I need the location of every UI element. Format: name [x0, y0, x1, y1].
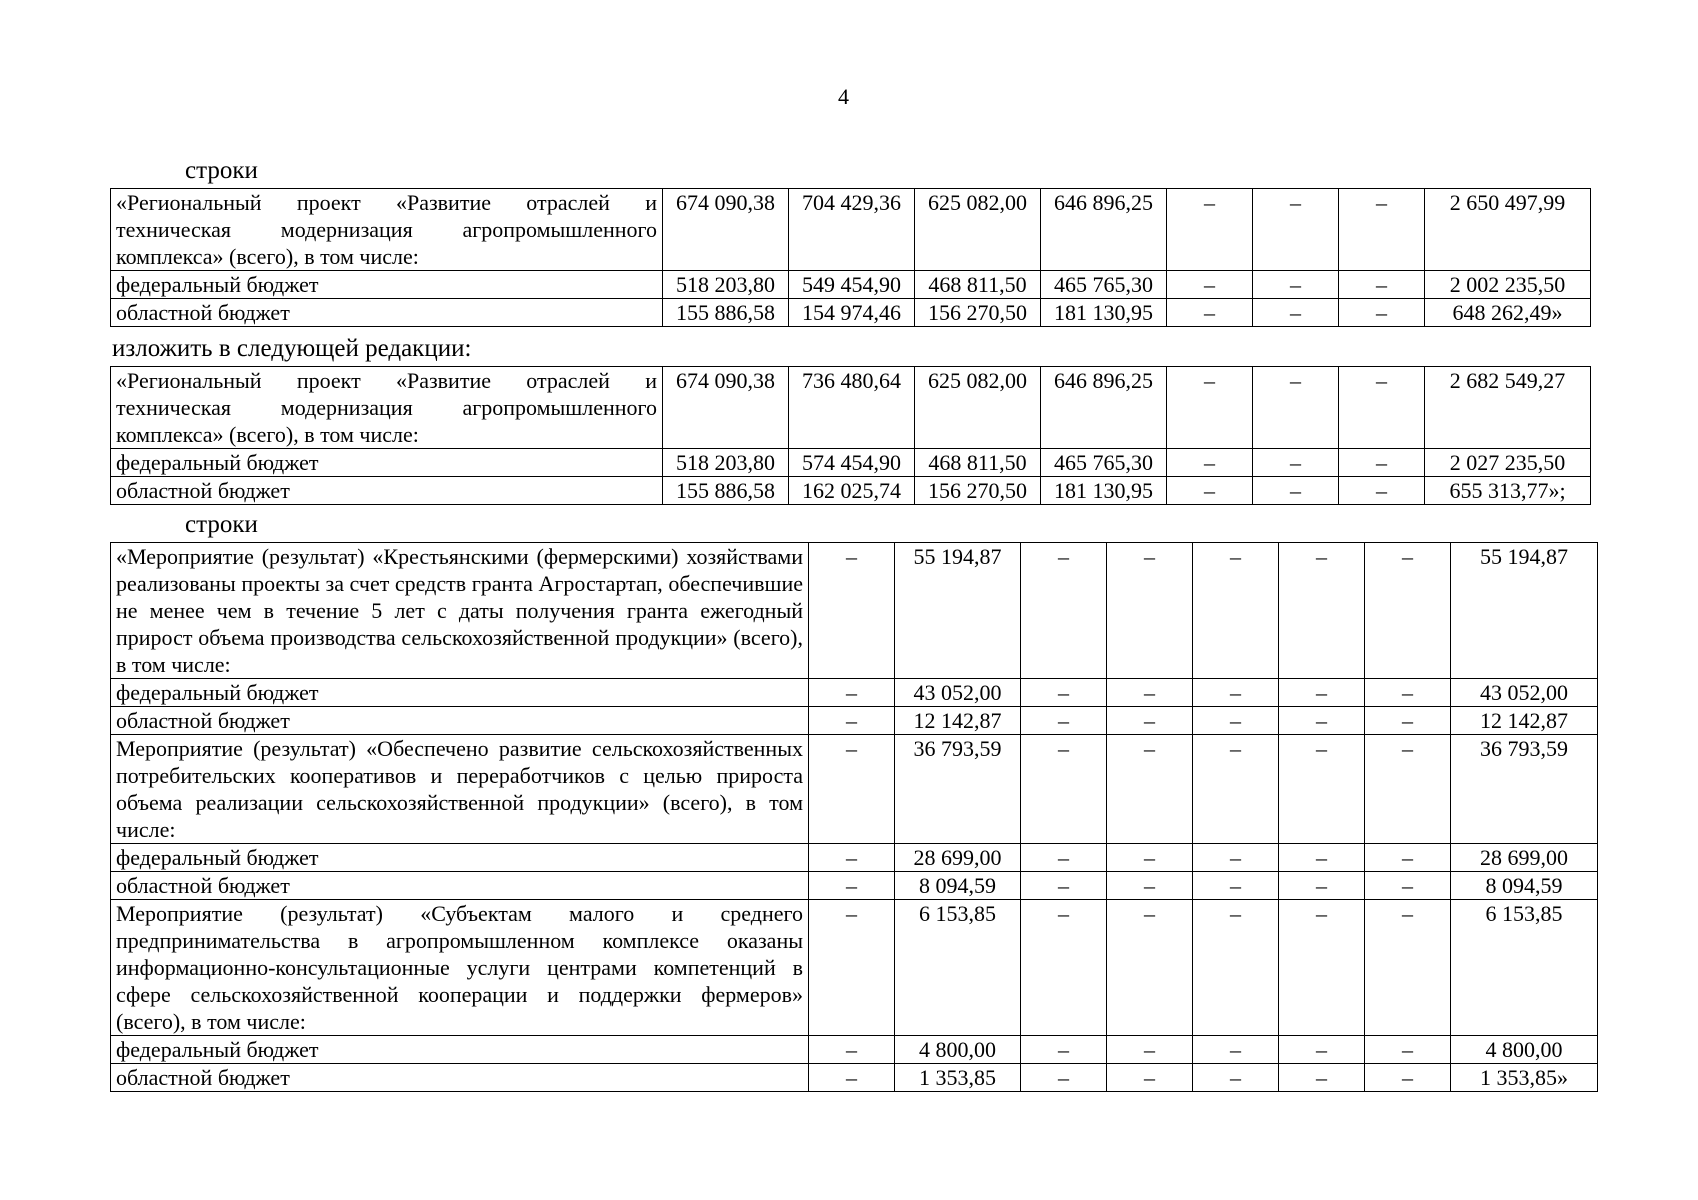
table-row [111, 679, 1598, 707]
value-cell: – [1253, 367, 1339, 449]
row-description: «Мероприятие (результат) «Крестьянскими (фермерскими) хозяйствами реализованы проекты за счет средств гранта Агростартап, обеспечившие не менее чем в течение 5 лет с даты получения гранта ежегодный прирост объема производства сельскохозяйственной продукции» (всего), в том числе: [111, 543, 809, 679]
value-cell: – [1107, 1036, 1193, 1064]
value-cell: 1 353,85 [895, 1064, 1021, 1092]
value-cell: – [1253, 299, 1339, 327]
table-row [111, 707, 1598, 735]
value-cell: – [1279, 735, 1365, 844]
value-cell: 2 650 497,99 [1425, 189, 1591, 271]
value-cell: 156 270,50 [915, 299, 1041, 327]
value-cell: 4 800,00 [1451, 1036, 1598, 1064]
row-description: областной бюджет [111, 707, 809, 735]
value-cell: 155 886,58 [663, 477, 789, 505]
value-cell: – [1167, 271, 1253, 299]
value-cell: – [809, 1036, 895, 1064]
value-cell: – [1365, 900, 1451, 1036]
value-cell: – [1253, 271, 1339, 299]
page-number: 4 [838, 84, 849, 109]
value-cell: – [809, 872, 895, 900]
value-cell: 8 094,59 [895, 872, 1021, 900]
value-cell: – [1279, 900, 1365, 1036]
table-row [111, 299, 1591, 327]
table-measures [110, 542, 1598, 1092]
value-cell: 704 429,36 [789, 189, 915, 271]
row-description: «Региональный проект «Развитие отраслей и техническая модернизация агропромышленного комплекса» (всего), в том числе: [111, 367, 663, 449]
value-cell: – [1339, 449, 1425, 477]
value-cell: – [1193, 679, 1279, 707]
row-description: областной бюджет [111, 872, 809, 900]
row-description: федеральный бюджет [111, 1036, 809, 1064]
value-cell: – [809, 679, 895, 707]
value-cell: – [1339, 477, 1425, 505]
value-cell: 12 142,87 [895, 707, 1021, 735]
value-cell: – [1107, 844, 1193, 872]
row-description: федеральный бюджет [111, 844, 809, 872]
table-row [111, 872, 1598, 900]
value-cell: 648 262,49» [1425, 299, 1591, 327]
value-cell: – [1253, 189, 1339, 271]
value-cell: – [1107, 707, 1193, 735]
value-cell: 646 896,25 [1041, 189, 1167, 271]
value-cell: 625 082,00 [915, 367, 1041, 449]
value-cell: – [1193, 900, 1279, 1036]
value-cell: – [1279, 872, 1365, 900]
row-description: Мероприятие (результат) «Обеспечено развитие сельскохозяйственных потребительских кооперативов и переработчиков с целью прироста объема реализации сельскохозяйственной продукции» (всего), в том числе: [111, 735, 809, 844]
value-cell: – [1167, 449, 1253, 477]
value-cell: 155 886,58 [663, 299, 789, 327]
value-cell: – [1253, 449, 1339, 477]
value-cell: – [1167, 299, 1253, 327]
row-description: федеральный бюджет [111, 271, 663, 299]
value-cell: 736 480,64 [789, 367, 915, 449]
value-cell: – [1193, 1036, 1279, 1064]
value-cell: – [1339, 299, 1425, 327]
value-cell: 181 130,95 [1041, 299, 1167, 327]
row-description: федеральный бюджет [111, 449, 663, 477]
value-cell: – [1021, 735, 1107, 844]
value-cell: – [1279, 1036, 1365, 1064]
value-cell: 6 153,85 [1451, 900, 1598, 1036]
value-cell: 468 811,50 [915, 449, 1041, 477]
value-cell: 2 027 235,50 [1425, 449, 1591, 477]
value-cell: – [1021, 1036, 1107, 1064]
table-row [111, 543, 1598, 679]
value-cell: 465 765,30 [1041, 271, 1167, 299]
value-cell: 156 270,50 [915, 477, 1041, 505]
row-description: областной бюджет [111, 1064, 809, 1092]
value-cell: – [1107, 679, 1193, 707]
value-cell: 518 203,80 [663, 271, 789, 299]
value-cell: 55 194,87 [1451, 543, 1598, 679]
table-old-regional-project [110, 188, 1591, 327]
value-cell: – [809, 543, 895, 679]
value-cell: – [1365, 707, 1451, 735]
value-cell: 28 699,00 [1451, 844, 1598, 872]
section-label-rows-old: строки [185, 157, 258, 184]
value-cell: 518 203,80 [663, 449, 789, 477]
value-cell: – [1339, 367, 1425, 449]
value-cell: 574 454,90 [789, 449, 915, 477]
value-cell: – [1167, 189, 1253, 271]
value-cell: – [1107, 735, 1193, 844]
value-cell: – [1193, 1064, 1279, 1092]
value-cell: – [1365, 1064, 1451, 1092]
value-cell: – [1279, 679, 1365, 707]
value-cell: 8 094,59 [1451, 872, 1598, 900]
value-cell: 162 025,74 [789, 477, 915, 505]
value-cell: – [1021, 900, 1107, 1036]
value-cell: 2 682 549,27 [1425, 367, 1591, 449]
row-description: «Региональный проект «Развитие отраслей и техническая модернизация агропромышленного комплекса» (всего), в том числе: [111, 189, 663, 271]
value-cell: – [1021, 679, 1107, 707]
value-cell: – [1193, 872, 1279, 900]
row-description: Мероприятие (результат) «Субъектам малого и среднего предпринимательства в агропромышленном комплексе оказаны информационно-консультационные услуги центрами компетенций в сфере сельскохозяйственной кооперации и поддержки фермеров» (всего), в том числе: [111, 900, 809, 1036]
value-cell: 4 800,00 [895, 1036, 1021, 1064]
table-new-regional-project [110, 366, 1591, 505]
value-cell: – [1107, 1064, 1193, 1092]
value-cell: – [1365, 679, 1451, 707]
value-cell: – [1339, 189, 1425, 271]
table-row [111, 844, 1598, 872]
table-row [111, 477, 1591, 505]
value-cell: – [1107, 900, 1193, 1036]
table-row [111, 1036, 1598, 1064]
value-cell: – [809, 707, 895, 735]
value-cell: 181 130,95 [1041, 477, 1167, 505]
value-cell: 28 699,00 [895, 844, 1021, 872]
value-cell: – [1365, 735, 1451, 844]
value-cell: – [1021, 1064, 1107, 1092]
value-cell: – [1193, 844, 1279, 872]
value-cell: 625 082,00 [915, 189, 1041, 271]
value-cell: – [809, 1064, 895, 1092]
value-cell: 2 002 235,50 [1425, 271, 1591, 299]
value-cell: – [809, 900, 895, 1036]
value-cell: – [1365, 844, 1451, 872]
value-cell: 465 765,30 [1041, 449, 1167, 477]
value-cell: 1 353,85» [1451, 1064, 1598, 1092]
value-cell: 468 811,50 [915, 271, 1041, 299]
value-cell: 154 974,46 [789, 299, 915, 327]
value-cell: 43 052,00 [1451, 679, 1598, 707]
value-cell: 655 313,77»; [1425, 477, 1591, 505]
row-description: федеральный бюджет [111, 679, 809, 707]
value-cell: – [1279, 844, 1365, 872]
row-description: областной бюджет [111, 477, 663, 505]
value-cell: 12 142,87 [1451, 707, 1598, 735]
value-cell: – [1279, 707, 1365, 735]
value-cell: – [1193, 735, 1279, 844]
value-cell: – [1021, 872, 1107, 900]
value-cell: – [809, 844, 895, 872]
value-cell: 36 793,59 [895, 735, 1021, 844]
value-cell: 674 090,38 [663, 189, 789, 271]
value-cell: – [1167, 367, 1253, 449]
table-row [111, 1064, 1598, 1092]
table-row [111, 900, 1598, 1036]
table-row [111, 367, 1591, 449]
value-cell: 36 793,59 [1451, 735, 1598, 844]
value-cell: 674 090,38 [663, 367, 789, 449]
value-cell: 43 052,00 [895, 679, 1021, 707]
table-row [111, 189, 1591, 271]
section-label-rows-measures: строки [185, 511, 258, 538]
value-cell: – [1339, 271, 1425, 299]
value-cell: – [1279, 1064, 1365, 1092]
value-cell: – [1193, 707, 1279, 735]
row-description: областной бюджет [111, 299, 663, 327]
table-row [111, 449, 1591, 477]
value-cell: – [1021, 707, 1107, 735]
value-cell: – [1253, 477, 1339, 505]
value-cell: – [1107, 872, 1193, 900]
value-cell: – [1365, 1036, 1451, 1064]
value-cell: – [1107, 543, 1193, 679]
value-cell: 646 896,25 [1041, 367, 1167, 449]
value-cell: – [1021, 844, 1107, 872]
section-label-new-edition: изложить в следующей редакции: [112, 335, 472, 362]
value-cell: 6 153,85 [895, 900, 1021, 1036]
value-cell: – [809, 735, 895, 844]
value-cell: – [1193, 543, 1279, 679]
value-cell: 55 194,87 [895, 543, 1021, 679]
value-cell: – [1167, 477, 1253, 505]
table-row [111, 271, 1591, 299]
value-cell: – [1365, 543, 1451, 679]
value-cell: – [1021, 543, 1107, 679]
value-cell: 549 454,90 [789, 271, 915, 299]
table-row [111, 735, 1598, 844]
value-cell: – [1365, 872, 1451, 900]
value-cell: – [1279, 543, 1365, 679]
